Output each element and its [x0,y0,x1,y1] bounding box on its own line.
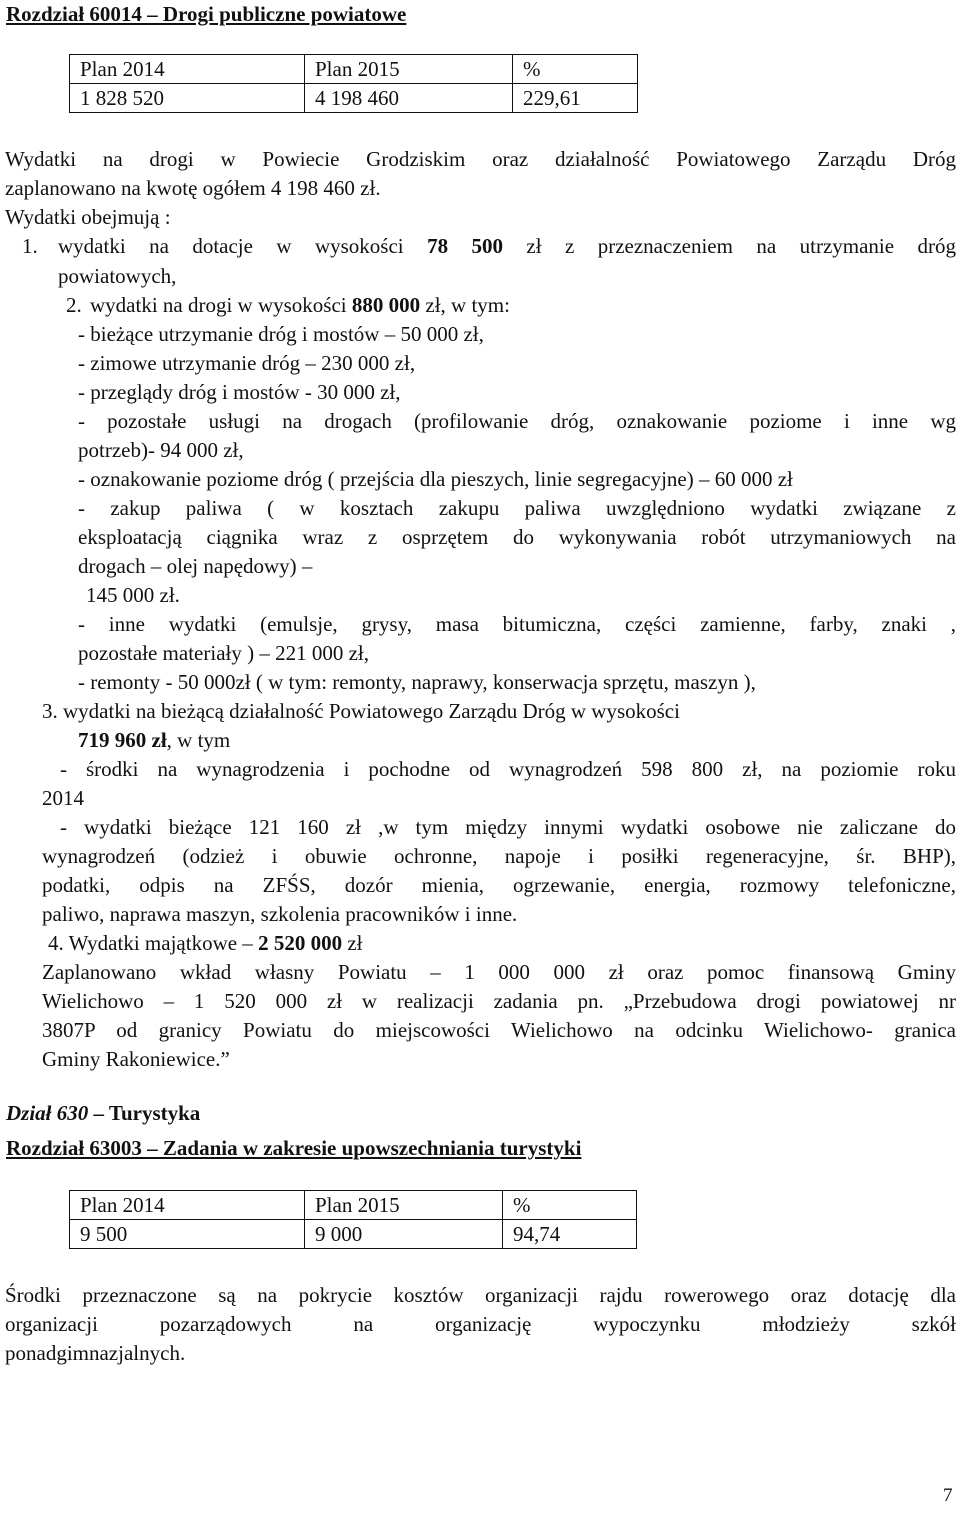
item4-line: Zaplanowano wkład własny Powiatu – 1 000 000 zł oraz pomoc finansową Gminy [42,960,956,984]
page-number: 7 [943,1485,953,1506]
item1-line: powiatowych, [58,264,177,288]
item2-sub-line: eksploatacją ciągnika wraz z osprzętem do wykonywania robót utrzymaniowych na [78,525,956,549]
section-heading-63003: Rozdział 63003 – Zadania w zakresie upowszechniania turystyki [6,1136,582,1160]
item1-line: wydatki na dotacje w wysokości 78 500 zł z przeznaczeniem na utrzymanie dróg [58,234,956,258]
item4-line: Gminy Rakoniewice.” [42,1047,230,1071]
plan-table-63003 [69,1190,637,1249]
table-header-cell: Plan 2014 [70,1191,305,1220]
item3-amount-line: 719 960 zł, w tym [78,728,231,752]
turystyka-line: ponadgimnazjalnych. [5,1341,186,1365]
item3-line: 3. wydatki na bieżącą działalność Powiatowego Zarządu Dróg w wysokości [42,699,680,723]
item3-line: wynagrodzeń (odzież i obuwie ochronne, napoje i posiłki regeneracyjne, śr. BHP), [42,844,956,868]
turystyka-line: Środki przeznaczone są na pokrycie kosztów organizacji rajdu rowerowego oraz dotację dla [5,1283,956,1307]
item3-line: - środki na wynagrodzenia i pochodne od wynagrodzeń 598 800 zł, na poziomie roku [60,757,956,781]
section-heading-60014: Rozdział 60014 – Drogi publiczne powiatowe [6,2,407,26]
item2-sub-line: - remonty - 50 000zł ( w tym: remonty, naprawy, konserwacja sprzętu, maszyn ), [78,670,756,694]
item4-line: Wielichowo – 1 520 000 zł w realizacji zadania pn. „Przebudowa drogi powiatowej nr [42,989,956,1013]
item2-sub-line: - przeglądy dróg i mostów - 30 000 zł, [78,380,401,404]
item2-sub-line: - zakup paliwa ( w kosztach zakupu paliwa uwzględniono wydatki związane z [78,496,956,520]
table-header-cell: % [513,55,638,84]
table-header-cell: Plan 2015 [305,1191,503,1220]
item2-sub-line: - inne wydatki (emulsje, grysy, masa bitumiczna, części zamienne, farby, znaki , [78,612,956,636]
item2-sub-line: - zimowe utrzymanie dróg – 230 000 zł, [78,351,416,375]
dzial-heading: Dział 630 – Turystyka [6,1101,201,1125]
table-header-cell: Plan 2015 [305,55,513,84]
item2-sub-line: pozostałe materiały ) – 221 000 zł, [78,641,369,665]
item3-line: paliwo, naprawa maszyn, szkolenia pracowników i inne. [42,902,518,926]
table-cell: 9 000 [305,1220,503,1249]
table-cell: 229,61 [513,84,638,113]
item2-sub-line: - oznakowanie poziome dróg ( przejścia dla pieszych, linie segregacyjne) – 60 000 zł [78,467,793,491]
item2-sub-line: - bieżące utrzymanie dróg i mostów – 50 000 zł, [78,322,484,346]
plan-table-60014 [69,54,638,113]
wydatki-obejmuja: Wydatki obejmują : [5,205,171,229]
intro-line: zaplanowano na kwotę ogółem 4 198 460 zł. [5,176,381,200]
item2-sub-line: - pozostałe usługi na drogach (profilowanie dróg, oznakowanie poziome i inne wg [78,409,956,433]
intro-line: Wydatki na drogi w Powiecie Grodziskim oraz działalność Powiatowego Zarządu Dróg [5,147,956,171]
item-number: 1. [22,234,38,258]
item3-line: podatki, odpis na ZFŚS, dozór mienia, ogrzewanie, energia, rozmowy telefoniczne, [42,873,956,897]
table-header-row [70,1191,637,1220]
table-cell: 9 500 [70,1220,305,1249]
item3-line: - wydatki bieżące 121 160 zł ,w tym między innymi wydatki osobowe nie zaliczane do [60,815,956,839]
item2-sub-line: potrzeb)- 94 000 zł, [78,438,244,462]
item2-sub-line: drogach – olej napędowy) – [78,554,313,578]
turystyka-line: organizacji pozarządowych na organizację wypoczynku młodzieży szkół [5,1312,956,1336]
table-header-row [70,55,638,84]
table-row [70,1220,637,1249]
item4-heading: 4. Wydatki majątkowe – 2 520 000 zł [48,931,363,955]
item2-line: wydatki na drogi w wysokości 880 000 zł, w tym: [90,293,510,317]
item2-sub-line: 145 000 zł. [86,583,180,607]
table-header-cell: % [503,1191,637,1220]
item-number: 2. [66,293,82,317]
table-row [70,84,638,113]
table-cell: 1 828 520 [70,84,305,113]
table-header-cell: Plan 2014 [70,55,305,84]
table-cell: 4 198 460 [305,84,513,113]
table-cell: 94,74 [503,1220,637,1249]
item3-line: 2014 [42,786,84,810]
item4-line: 3807P od granicy Powiatu do miejscowości Wielichowo na odcinku Wielichowo- granica [42,1018,956,1042]
